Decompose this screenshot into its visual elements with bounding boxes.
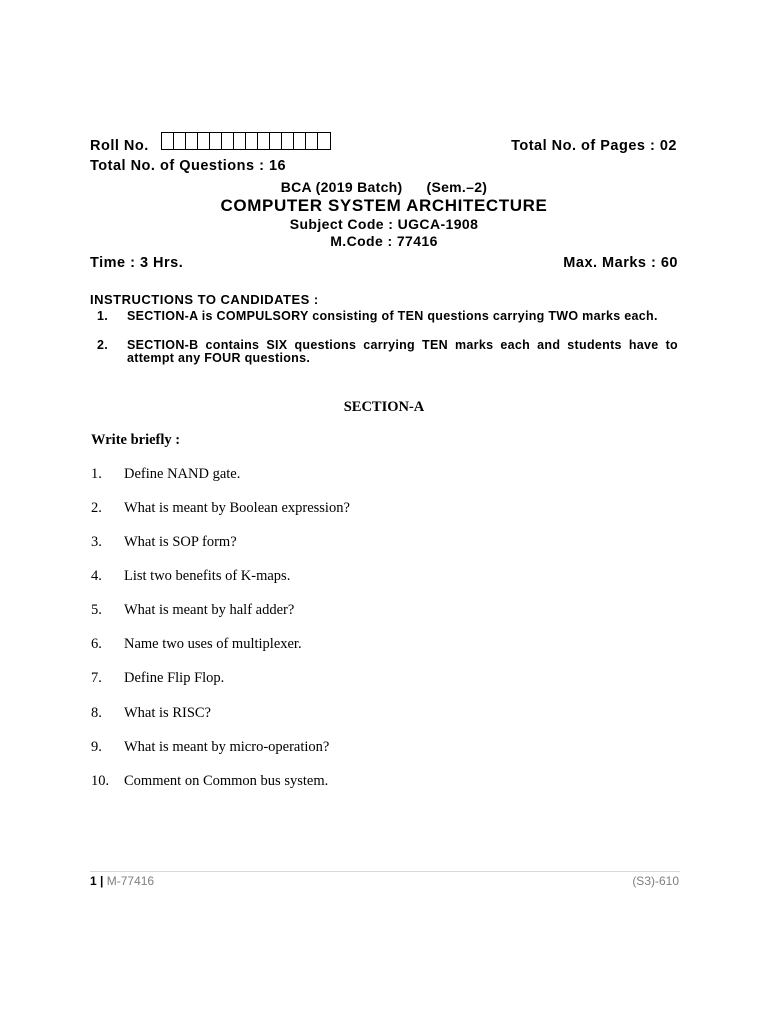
question-text: What is RISC? bbox=[124, 705, 211, 721]
roll-number-box[interactable] bbox=[282, 133, 294, 149]
section-a-title: SECTION-A bbox=[343, 399, 425, 415]
instructions-heading: INSTRUCTIONS TO CANDIDATES : bbox=[90, 292, 319, 307]
question-number: 7. bbox=[91, 670, 102, 686]
roll-number-box[interactable] bbox=[270, 133, 282, 149]
total-questions: Total No. of Questions : 16 bbox=[90, 158, 287, 174]
roll-number-boxes[interactable] bbox=[161, 132, 331, 150]
roll-number-box[interactable] bbox=[198, 133, 210, 149]
footer-divider bbox=[90, 871, 680, 872]
instruction-item bbox=[90, 310, 678, 338]
question-text: What is meant by micro-operation? bbox=[124, 739, 330, 755]
roll-number-box[interactable] bbox=[306, 133, 318, 149]
question-number: 3. bbox=[91, 534, 102, 550]
question-text: Name two uses of multiplexer. bbox=[124, 636, 302, 652]
batch: BCA (2019 Batch) bbox=[280, 179, 403, 195]
footer-separator: | bbox=[100, 874, 104, 888]
question-number: 8. bbox=[91, 705, 102, 721]
total-pages: Total No. of Pages : 02 bbox=[511, 138, 677, 154]
subject-title: COMPUTER SYSTEM ARCHITECTURE bbox=[220, 196, 548, 215]
roll-number-box[interactable] bbox=[318, 133, 330, 149]
m-code: M.Code : 77416 bbox=[330, 233, 438, 249]
time-allowed: Time : 3 Hrs. bbox=[90, 255, 184, 271]
footer-right-code: (S3)-610 bbox=[632, 874, 679, 888]
question-text: What is SOP form? bbox=[124, 534, 237, 550]
footer-page-number: 1 bbox=[90, 874, 97, 888]
roll-number-label: Roll No. bbox=[90, 138, 149, 154]
question-number: 2. bbox=[91, 500, 102, 516]
question-text: List two benefits of K-maps. bbox=[124, 568, 291, 584]
question-number: 9. bbox=[91, 739, 102, 755]
roll-number-box[interactable] bbox=[210, 133, 222, 149]
section-a-prompt: Write briefly : bbox=[91, 432, 181, 448]
question-number: 1. bbox=[91, 466, 102, 482]
semester: (Sem.–2) bbox=[426, 179, 488, 195]
roll-number-box[interactable] bbox=[174, 133, 186, 149]
question-number: 5. bbox=[91, 602, 102, 618]
question-number: 4. bbox=[91, 568, 102, 584]
roll-number-box[interactable] bbox=[246, 133, 258, 149]
question-number: 6. bbox=[91, 636, 102, 652]
roll-number-box[interactable] bbox=[186, 133, 198, 149]
instruction-number: 1. bbox=[97, 309, 109, 323]
footer-code: M-77416 bbox=[106, 874, 155, 888]
instruction-item bbox=[90, 339, 678, 367]
course-batch-line bbox=[0, 179, 768, 195]
roll-number-box[interactable] bbox=[294, 133, 306, 149]
max-marks: Max. Marks : 60 bbox=[563, 255, 678, 271]
question-text: Define Flip Flop. bbox=[124, 670, 225, 686]
question-number: 10. bbox=[91, 773, 110, 789]
instruction-text: SECTION-A is COMPULSORY consisting of TEN questions carrying TWO marks each. bbox=[127, 309, 658, 323]
footer-page-info bbox=[90, 874, 154, 888]
subject-code: Subject Code : UGCA-1908 bbox=[289, 216, 479, 232]
question-text: What is meant by Boolean expression? bbox=[124, 500, 350, 516]
question-text: Comment on Common bus system. bbox=[124, 773, 329, 789]
roll-number-box[interactable] bbox=[234, 133, 246, 149]
question-text: What is meant by half adder? bbox=[124, 602, 295, 618]
instruction-text: SECTION-B contains SIX questions carrying TEN marks each and students have to attempt any FOUR questions. bbox=[127, 338, 678, 365]
instruction-number: 2. bbox=[97, 338, 109, 352]
roll-number-box[interactable] bbox=[258, 133, 270, 149]
roll-number-box[interactable] bbox=[222, 133, 234, 149]
roll-number-box[interactable] bbox=[162, 133, 174, 149]
question-text: Define NAND gate. bbox=[124, 466, 241, 482]
